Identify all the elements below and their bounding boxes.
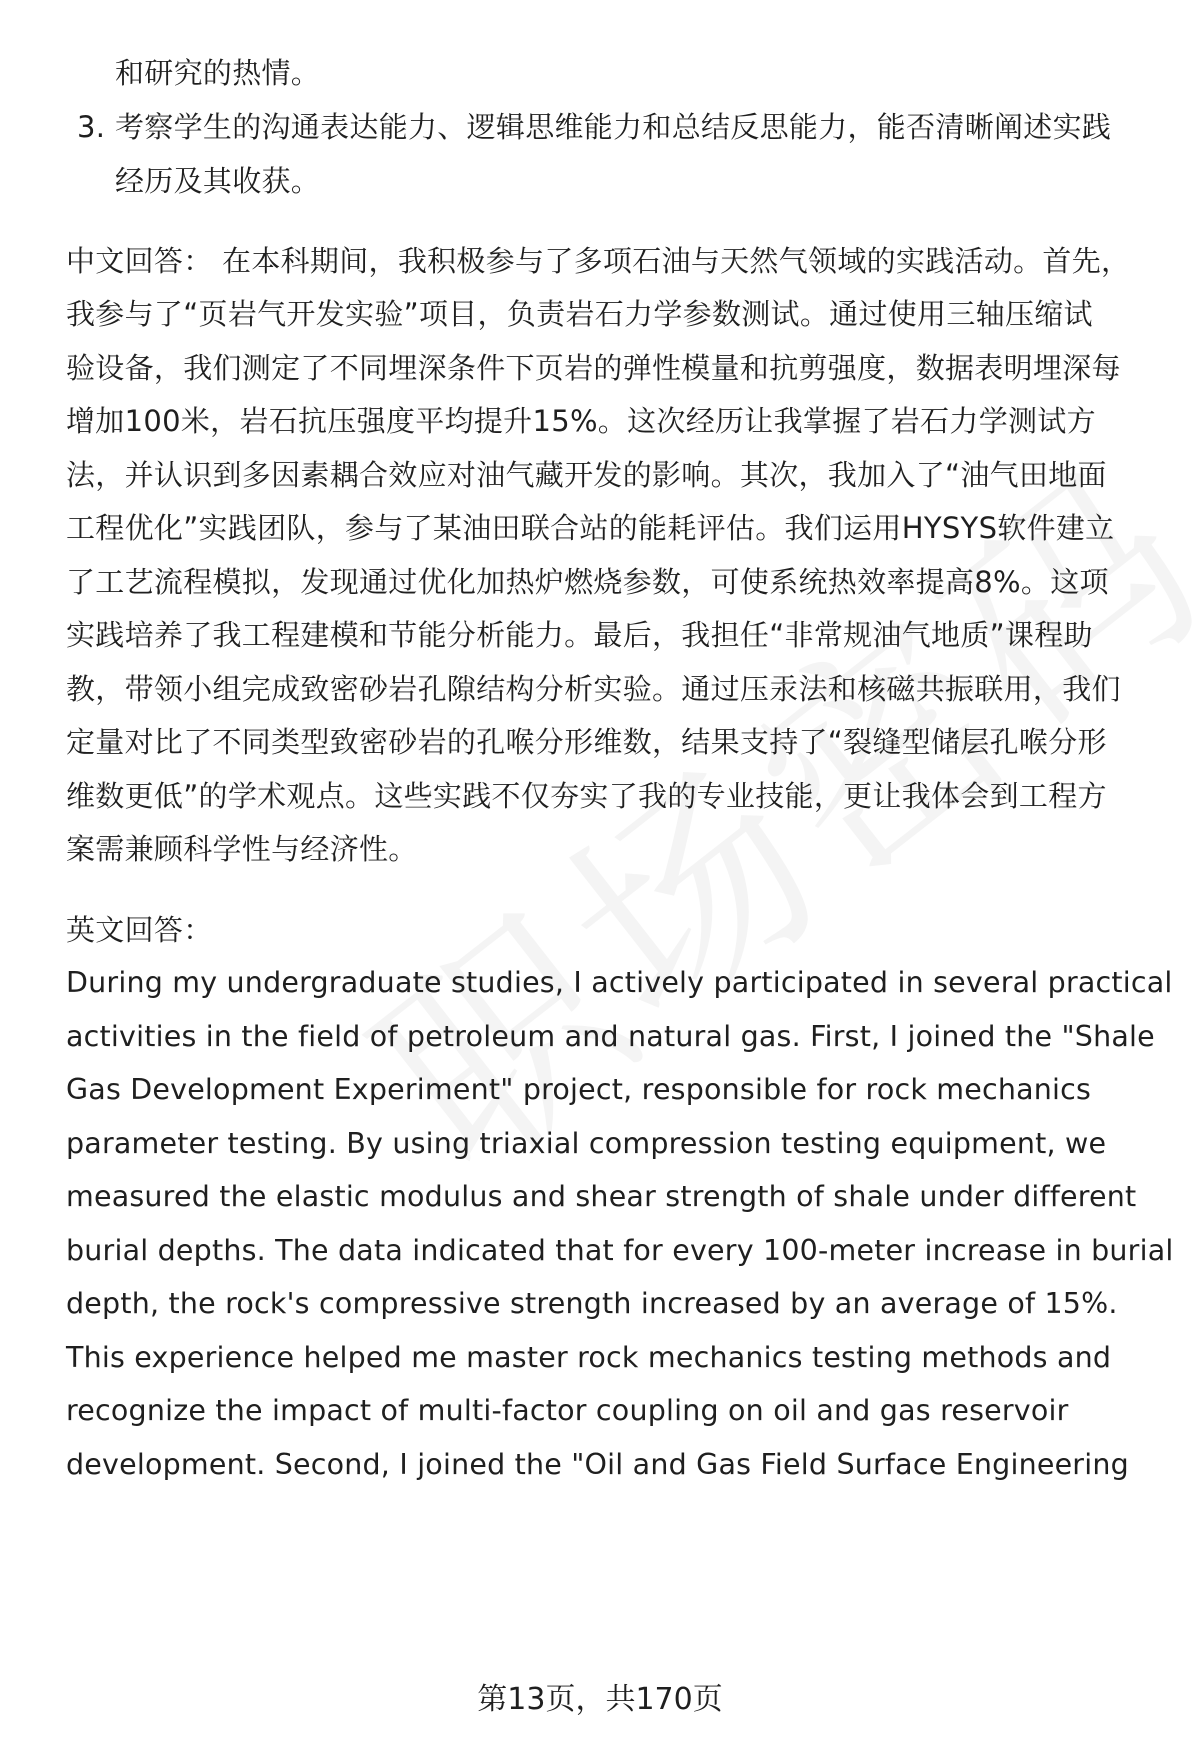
paragraph-line: 定量对比了不同类型致密砂岩的孔喉分形维数，结果支持了“裂缝型储层孔喉分形	[66, 725, 1107, 759]
list-item-number: 3.	[77, 110, 106, 144]
paragraph-line: 实践培养了我工程建模和节能分析能力。最后，我担任“非常规油气地质”课程助	[66, 618, 1093, 652]
paragraph-line: 法，并认识到多因素耦合效应对油气藏开发的影响。其次，我加入了“油气田地面	[66, 458, 1107, 492]
paragraph-line: 了工艺流程模拟，发现通过优化加热炉燃烧参数，可使系统热效率提高8%。这项	[66, 565, 1109, 599]
paragraph-line: 验设备，我们测定了不同埋深条件下页岩的弹性模量和抗剪强度，数据表明埋深每	[66, 351, 1121, 385]
page-number-footer: 第13页，共170页	[477, 1682, 723, 1717]
paragraph-line: This experience helped me master rock mechanics testing methods and	[66, 1341, 1112, 1374]
list-item-line: 经历及其收获。	[115, 164, 321, 198]
paragraph-line: recognize the impact of multi-factor coupling on oil and gas reservoir	[66, 1394, 1069, 1427]
paragraph-line: parameter testing. By using triaxial compression testing equipment, we	[66, 1127, 1107, 1160]
paragraph-line: During my undergraduate studies, I actively participated in several practical	[66, 966, 1173, 999]
paragraph-line: 案需兼顾科学性与经济性。	[66, 832, 418, 866]
list-item-line: 考察学生的沟通表达能力、逻辑思维能力和总结反思能力，能否清晰阐述实践	[115, 110, 1112, 144]
paragraph-line: 我参与了“页岩气开发实验”项目，负责岩石力学参数测试。通过使用三轴压缩试	[66, 297, 1093, 331]
english-answer-heading: 英文回答：	[66, 913, 213, 947]
paragraph-line: measured the elastic modulus and shear strength of shale under different	[66, 1180, 1137, 1213]
paragraph-line: Gas Development Experiment" project, responsible for rock mechanics	[66, 1073, 1092, 1106]
paragraph-line: 中文回答： 在本科期间，我积极参与了多项石油与天然气领域的实践活动。首先，	[66, 244, 1131, 278]
paragraph-line: activities in the field of petroleum and natural gas. First, I joined the "Shale	[66, 1020, 1155, 1053]
paragraph-line: 教，带领小组完成致密砂岩孔隙结构分析实验。通过压汞法和核磁共振联用，我们	[66, 672, 1121, 706]
list-continuation-line: 和研究的热情。	[115, 56, 321, 90]
paragraph-line: 维数更低”的学术观点。这些实践不仅夯实了我的专业技能，更让我体会到工程方	[66, 779, 1107, 813]
paragraph-line: burial depths. The data indicated that for every 100-meter increase in burial	[66, 1234, 1174, 1267]
paragraph-line: 工程优化”实践团队，参与了某油田联合站的能耗评估。我们运用HYSYS软件建立	[66, 511, 1115, 545]
paragraph-line: development. Second, I joined the "Oil and Gas Field Surface Engineering	[66, 1448, 1129, 1481]
paragraph-line: depth, the rock's compressive strength increased by an average of 15%.	[66, 1287, 1118, 1320]
paragraph-line: 增加100米，岩石抗压强度平均提升15%。这次经历让我掌握了岩石力学测试方	[66, 404, 1096, 438]
